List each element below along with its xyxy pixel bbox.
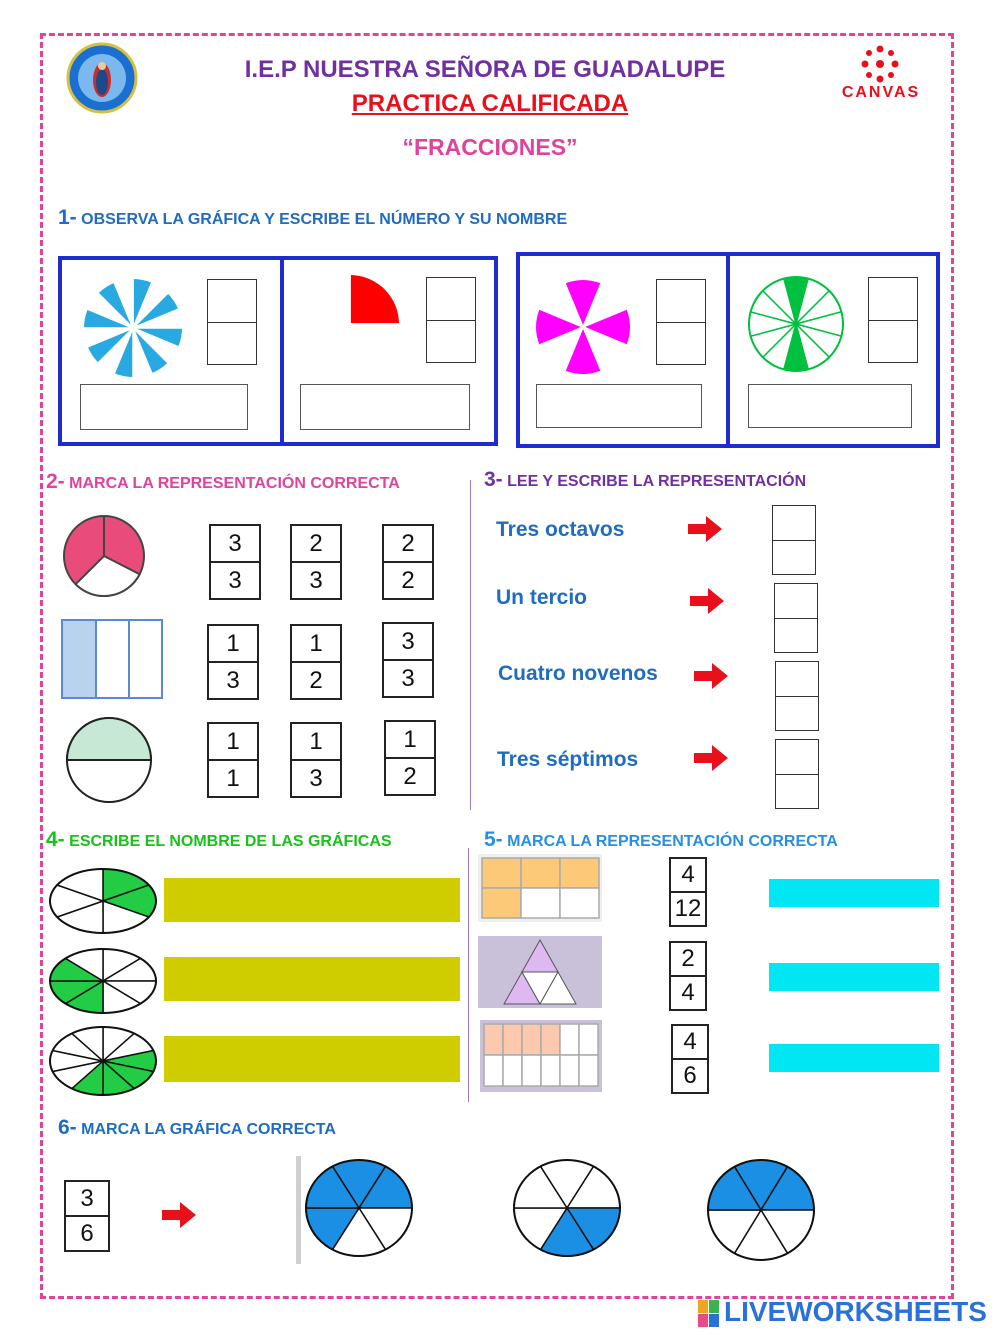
- q3-phrase: Tres octavos: [496, 518, 625, 541]
- q2-option[interactable]: 1 3: [207, 624, 259, 700]
- arrow-right-icon: [694, 663, 730, 689]
- q6-circle-option[interactable]: [510, 1156, 624, 1260]
- grid-cell: [560, 1055, 579, 1086]
- q2-option[interactable]: 3 3: [209, 524, 261, 600]
- school-name: I.E.P NUESTRA SEÑORA DE GUADALUPE: [244, 56, 726, 83]
- q6-circle-option[interactable]: [704, 1156, 818, 1264]
- q4-answer-input[interactable]: [164, 878, 460, 922]
- q6-circle-option[interactable]: [302, 1156, 416, 1260]
- arrow-right-icon: [690, 588, 726, 614]
- q2-option[interactable]: 3 3: [382, 622, 434, 698]
- q3-number: 3-: [484, 468, 503, 491]
- q2-option[interactable]: 2 2: [382, 524, 434, 600]
- grid-cell: [579, 1055, 598, 1086]
- q1-fraction-box[interactable]: [868, 277, 918, 363]
- q1-circle-red: [298, 272, 402, 376]
- grid-cell: [484, 1024, 503, 1055]
- exam-subtitle: PRACTICA CALIFICADA: [351, 90, 629, 117]
- q3-fraction-box[interactable]: [775, 661, 819, 731]
- canvas-logo-icon: [858, 44, 902, 84]
- grid-cell: [503, 1024, 522, 1055]
- q1-name-input[interactable]: [536, 384, 702, 428]
- q3-phrase: Tres séptimos: [497, 748, 639, 771]
- q3-heading: [484, 468, 806, 492]
- canvas-brand: CANVAS: [841, 84, 921, 101]
- q3-phrase: Cuatro novenos: [498, 662, 658, 685]
- q1-heading: [58, 206, 567, 230]
- liveworksheets-brand: LIVEWORKSHEETS: [724, 1296, 987, 1327]
- q2-option[interactable]: 2 3: [290, 524, 342, 600]
- q5-fraction: 4 6: [671, 1024, 709, 1094]
- q5-instruction: MARCA LA REPRESENTACIÓN CORRECTA: [507, 833, 838, 850]
- q5-answer-slot[interactable]: [769, 1044, 939, 1072]
- q3-fraction-box[interactable]: [772, 505, 816, 575]
- separator: [296, 1156, 301, 1264]
- topic-title: “FRACCIONES”: [402, 134, 578, 160]
- q2-number: 2-: [46, 470, 65, 493]
- q5-grid-figure: [480, 1020, 602, 1092]
- school-logo: [66, 42, 138, 114]
- q3-phrase: Un tercio: [496, 586, 588, 609]
- arrow-right-icon: [694, 745, 730, 771]
- q5-fraction: 2 4: [669, 941, 707, 1011]
- q2-heading: [46, 470, 400, 494]
- q2-rectangle-thirds: [58, 616, 172, 702]
- q6-heading: [58, 1116, 336, 1140]
- q5-answer-slot[interactable]: [769, 879, 939, 907]
- q1-name-input[interactable]: [748, 384, 912, 428]
- liveworksheets-logo-icon: [698, 1300, 720, 1328]
- q2-circle-half: [58, 714, 160, 804]
- q5-triangle-figure: [478, 936, 602, 1008]
- grid-cell: [541, 1024, 560, 1055]
- q4-number: 4-: [46, 828, 65, 851]
- section-divider: [470, 480, 471, 810]
- q2-option[interactable]: 1 2: [384, 720, 436, 796]
- q1-instruction: OBSERVA LA GRÁFICA Y ESCRIBE EL NÚMERO Y SU NOMBRE: [81, 211, 568, 228]
- q1-fraction-box[interactable]: [426, 277, 476, 363]
- q2-option[interactable]: 1 3: [290, 722, 342, 798]
- grid-cell: [560, 1024, 579, 1055]
- q2-instruction: MARCA LA REPRESENTACIÓN CORRECTA: [69, 475, 400, 492]
- arrow-right-icon: [688, 516, 724, 542]
- q1-name-input[interactable]: [80, 384, 248, 430]
- q2-option[interactable]: 1 2: [290, 624, 342, 700]
- grid-cell: [484, 1055, 503, 1086]
- q1-circle-blue: [80, 276, 186, 380]
- q5-grid-figure: [478, 854, 602, 922]
- q6-fraction: 3 6: [64, 1180, 110, 1252]
- q1-circle-green: [746, 274, 846, 374]
- q1-circle-magenta: [532, 276, 634, 378]
- grid-cell: [522, 1024, 541, 1055]
- arrow-right-icon: [162, 1202, 198, 1228]
- grid-cell: [579, 1024, 598, 1055]
- q1-name-input[interactable]: [300, 384, 470, 430]
- q4-instruction: ESCRIBE EL NOMBRE DE LAS GRÁFICAS: [69, 833, 392, 850]
- q5-heading: [484, 828, 838, 852]
- grid-cell: [503, 1055, 522, 1086]
- section-divider: [468, 848, 469, 1102]
- q2-circle-thirds: [58, 512, 152, 600]
- q5-number: 5-: [484, 828, 503, 851]
- q2-option[interactable]: 1 1: [207, 722, 259, 798]
- q5-answer-slot[interactable]: [769, 963, 939, 991]
- q4-oval: [46, 946, 160, 1018]
- q1-fraction-box[interactable]: [207, 279, 257, 365]
- q3-instruction: LEE Y ESCRIBE LA REPRESENTACIÓN: [507, 473, 807, 490]
- q3-fraction-box[interactable]: [775, 739, 819, 809]
- q6-instruction: MARCA LA GRÁFICA CORRECTA: [81, 1121, 336, 1138]
- q1-number: 1-: [58, 206, 77, 229]
- q4-heading: [46, 828, 392, 852]
- q4-answer-input[interactable]: [164, 957, 460, 1001]
- q4-answer-input[interactable]: [164, 1036, 460, 1082]
- q4-oval: [46, 1024, 160, 1100]
- q5-fraction: 4 12: [669, 857, 707, 927]
- q4-oval: [46, 866, 160, 938]
- q3-fraction-box[interactable]: [774, 583, 818, 653]
- grid-cell: [541, 1055, 560, 1086]
- q6-number: 6-: [58, 1116, 77, 1139]
- q1-fraction-box[interactable]: [656, 279, 706, 365]
- grid-cell: [522, 1055, 541, 1086]
